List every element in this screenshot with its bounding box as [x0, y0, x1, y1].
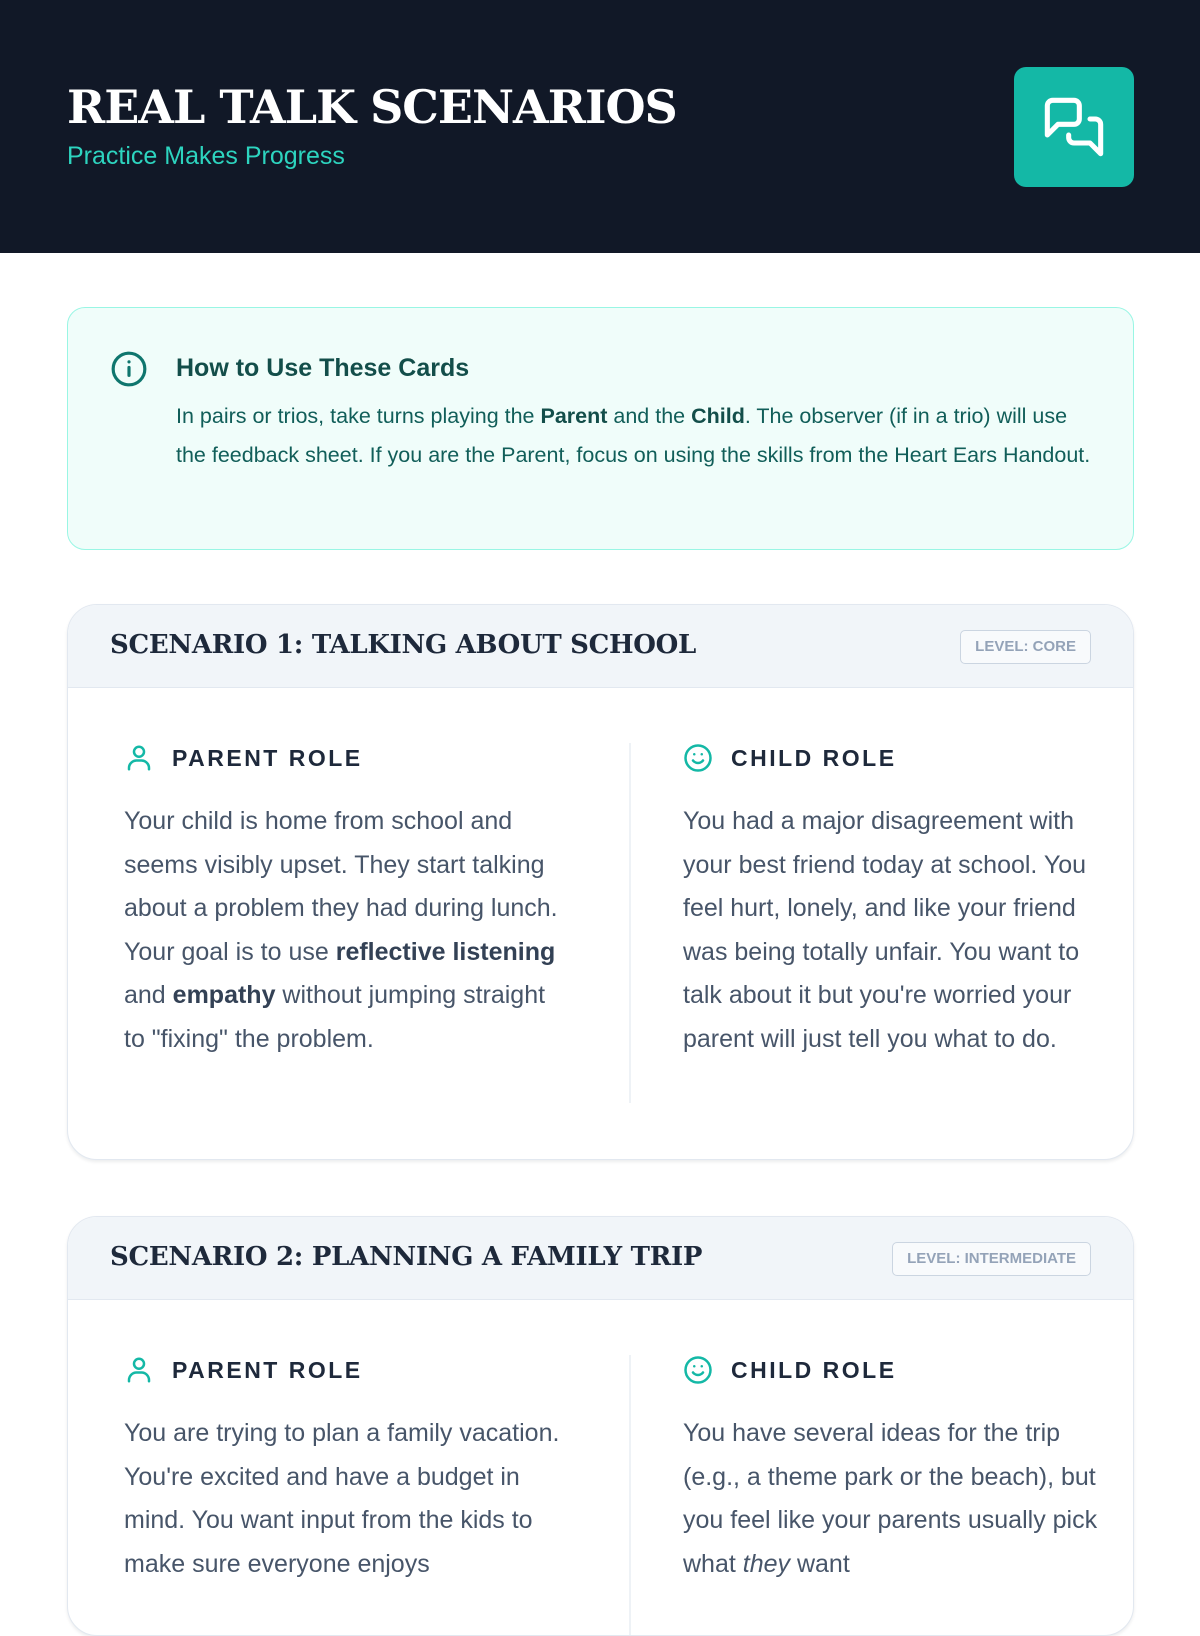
parent-role-label: PARENT ROLE	[172, 744, 363, 771]
column-divider	[629, 1355, 631, 1636]
parent-role-text: Your child is home from school and seems visibly upset. They start talking about a problem they had during lunch. Your goal is to use reflective listening and empathy without jumping straight to "fixing" the problem.	[124, 807, 558, 1053]
instructions-text: In pairs or trios, take turns playing the Parent and the Child. The observer (if in a trio) will use the feedback sheet. If you are the Parent, focus on using the skills from the Heart Ears Handout.	[176, 404, 1091, 467]
instructions-title: How to Use These Cards	[176, 354, 470, 382]
child-role-text: You have several ideas for the trip (e.g., a theme park or the beach), but you feel like your parents usually pick what they want	[683, 1419, 1098, 1578]
scenario-card-1	[67, 604, 1134, 1160]
parent-role	[124, 740, 564, 1061]
level-badge: LEVEL: INTERMEDIATE	[892, 1242, 1091, 1276]
parent-role-text: You are trying to plan a family vacation. You're excited and have a budget in mind. You want input from the kids to make sure everyone enjoys	[124, 1419, 560, 1578]
scenario-title: SCENARIO 2: PLANNING A FAMILY TRIP	[110, 1242, 703, 1272]
child-role-label: CHILD ROLE	[731, 744, 897, 771]
level-badge: LEVEL: CORE	[960, 630, 1091, 664]
chat-bubbles-icon	[1042, 95, 1106, 159]
scenario-header	[68, 605, 1133, 688]
user-icon	[124, 743, 154, 773]
user-icon	[124, 1355, 154, 1385]
header-logo-badge	[1014, 67, 1134, 187]
page-header	[0, 0, 1200, 253]
scenario-header	[68, 1217, 1133, 1300]
smiley-icon	[683, 743, 713, 773]
scenario-card-2	[67, 1216, 1134, 1636]
child-role-text: You had a major disagreement with your best friend today at school. You feel hurt, lonely, and like your friend was being totally unfair. You want to talk about it but you're worried your parent will just tell you what to do.	[683, 807, 1087, 1053]
scenario-title: SCENARIO 1: TALKING ABOUT SCHOOL	[110, 630, 696, 660]
instructions-callout	[67, 307, 1134, 550]
child-role-label: CHILD ROLE	[731, 1356, 897, 1383]
child-role	[683, 1352, 1123, 1586]
page-subtitle: Practice Makes Progress	[67, 142, 345, 170]
bold-parent: Parent	[540, 404, 608, 428]
bold-child: Child	[691, 404, 745, 428]
page-title: REAL TALK SCENARIOS	[67, 80, 677, 134]
info-circle-icon	[110, 350, 148, 388]
smiley-icon	[683, 1355, 713, 1385]
parent-role	[124, 1352, 564, 1586]
parent-role-label: PARENT ROLE	[172, 1356, 363, 1383]
column-divider	[629, 743, 631, 1103]
child-role	[683, 740, 1123, 1061]
